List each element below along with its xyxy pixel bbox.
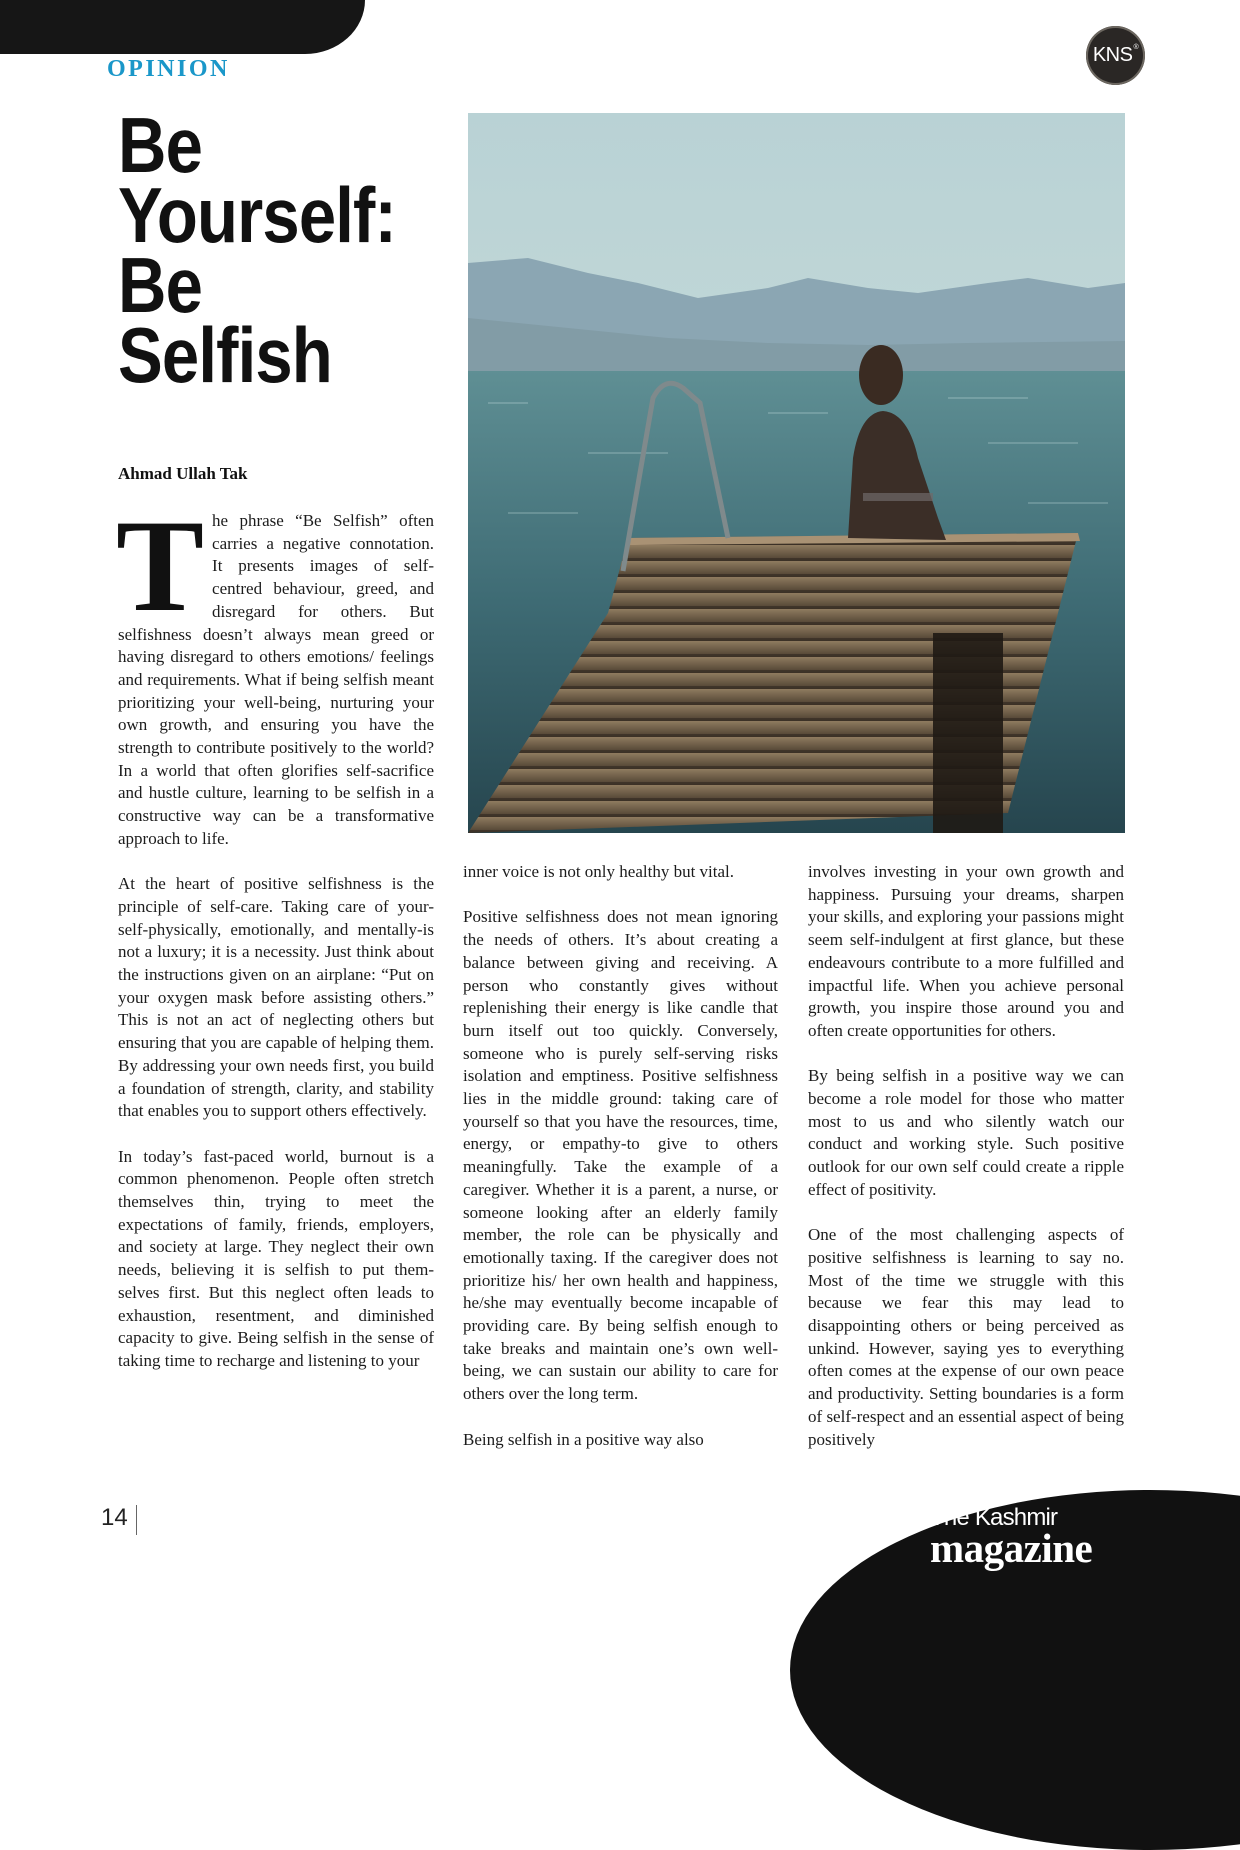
registered-mark: ® (1133, 44, 1139, 51)
paragraph: Being selfish in a positive way also (463, 1429, 704, 1449)
paragraph: At the heart of positive selfishness is the principle of self-care. Taking care of your-self-physically, emotionally, and mentally-is not a luxury; it is a necessity. Just think about the instructions given on an airplane: “Put on your oxygen mask before assisting others.” This is not an act of neglecting others but ensuring that you are capable of helping them. By addressing your own needs first, you build a foundation of strength, clarity, and stability that enables you to support others effectively. (118, 874, 434, 1121)
drop-cap: T (116, 492, 205, 639)
article-column-1 (116, 492, 434, 1395)
section-label: OPINION (107, 56, 230, 82)
page-number: 14 (101, 1504, 128, 1531)
article-column-2 (463, 861, 778, 1474)
title-line: Selfish (118, 311, 332, 399)
page-number-divider (136, 1505, 137, 1535)
paragraph-text: he phrase “Be Selfish” often carries a negative connotation. It presents images of self-centred behaviour, greed, and disregard for others. But selfishness doesn’t always mean greed or having disregard to others emotions/ feelings and requirements. What if being selfish meant prioritizing your well-being, nurturing your own growth, and ensuring you have the strength to contribute positively to the world? In a world that often glorifies self-sacrifice and hustle culture, learning to be selfish in a constructive way can be a transformative approach to life. (118, 511, 434, 848)
magazine-logo-top: The Kashmir (930, 1504, 1058, 1531)
paragraph: Positive selfishness does not mean ignoring the needs of others. It’s about creating a balance between giving and receiving. A person who constantly gives without replenishing their energy is like candle that burn itself out too quickly. Conversely, someone who is purely self-serving risks isolation and emptiness. Positive selfishness lies in the middle ground: taking care of yourself so that you have the resources, time, energy, or empathy-to give to others meaningfully. Take the example of a caregiver. Whether it is a parent, a nurse, or someone looking after an elderly family member, the role can be physically and emotionally taxing. If the caregiver does not prioritize his/ her own health and happiness, he/she may eventually become incapable of providing care. By being selfish enough to take breaks and maintain one’s own well-being, we can sustain our ability to care for others over the long term. (463, 907, 778, 1404)
title-line: Be (118, 241, 203, 329)
paragraph: By being selfish in a positive way we can become a role model for those who matter most to us and who silently watch our conduct and working style. Such positive outlook for our own self could create a ripple effect of positivity. (808, 1066, 1124, 1199)
magazine-logo (930, 1504, 1093, 1571)
paragraph: inner voice is not only healthy but vital. (463, 862, 735, 881)
kns-logo-text: KNS (1092, 44, 1133, 66)
paragraph: One of the most challenging aspects of positive selfishness is learning to say no. Most of the time we struggle with this because we fear this may lead to disappointing others or being perceived as unkind. However, saying yes to everything often comes at the expense of our own peace and productivity. Setting boundaries is a form of self-respect and an essential aspect of being positively (808, 1225, 1124, 1449)
magazine-logo-main: magazine (930, 1525, 1093, 1571)
title-line: Yourself: (118, 171, 397, 259)
paragraph (116, 492, 434, 851)
header-corner-shape (0, 0, 365, 54)
kns-logo (1086, 26, 1145, 85)
article-column-3 (808, 861, 1124, 1474)
article-photo-pier-lake (468, 113, 1125, 833)
title-line: Be (118, 101, 203, 189)
paragraph: involves investing in your own growth and happiness. Pursuing your dreams, sharpen your skills, and exploring your passions might seem self-indulgent at first glance, but these endeavours contribute to a more fulfilled and impactful life. When you achieve personal growth, you inspire those around you and often create opportunities for others. (808, 862, 1124, 1040)
paragraph: In today’s fast-paced world, burnout is a common phenomenon. People often stretch themselves thin, trying to meet the expectations of family, friends, employers, and society at large. They neglect their own needs, believing it is selfish to put them-selves first. But this neglect often leads to exhaustion, resentment, and diminished capacity to give. Being selfish in the sense of taking time to recharge and listening to your (118, 1146, 434, 1370)
article-title (118, 101, 402, 399)
author-byline: Ahmad Ullah Tak (118, 464, 248, 483)
